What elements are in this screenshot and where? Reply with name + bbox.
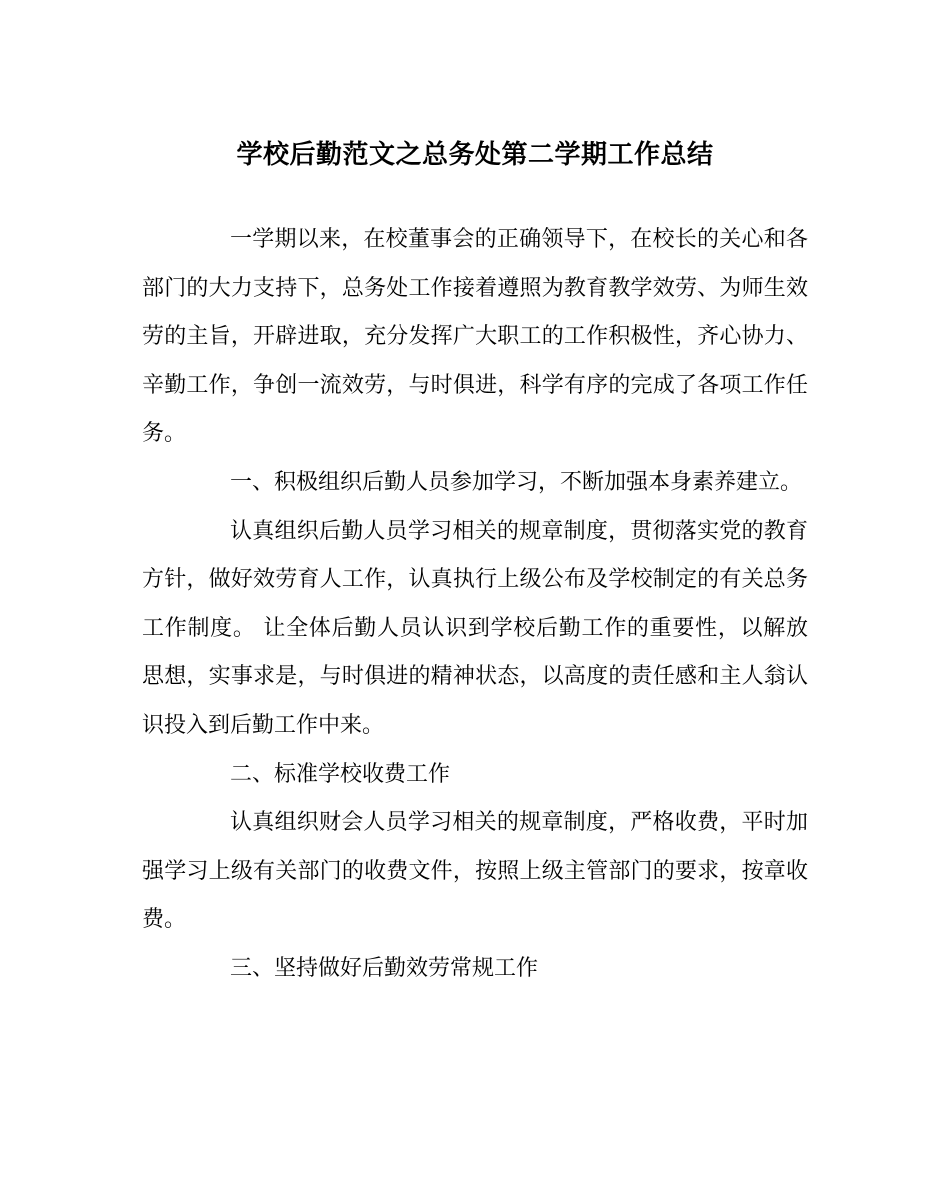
section-heading-2: 二、标准学校收费工作 <box>230 761 451 787</box>
document-title: 学校后勤范文之总务处第二学期工作总结 <box>236 140 714 170</box>
paragraph-section-1: 认真组织后勤人员学习相关的规章制度，贯彻落实党的教育方针，做好效劳育人工作，认真执行上级公布及学校制定的有关总务工作制度。 让全体后勤人员认识到学校后勤工作的重要性，以解放思想，实事求是，与时俱进的精神状态，以高度的责任感和主人翁认识投入到后勤工作中来。 <box>142 518 808 738</box>
section-heading-1: 一、积极组织后勤人员参加学习，不断加强本身素养建立。 <box>230 469 803 495</box>
section-heading-3: 三、坚持做好后勤效劳常规工作 <box>230 955 539 981</box>
paragraph-section-2: 认真组织财会人员学习相关的规章制度，严格收费，平时加强学习上级有关部门的收费文件，按照上级主管部门的要求，按章收费。 <box>142 810 808 933</box>
paragraph-intro: 一学期以来，在校董事会的正确领导下，在校长的关心和各部门的大力支持下，总务处工作接着遵照为教育教学效劳、为师生效劳的主旨，开辟进取，充分发挥广大职工的工作积极性，齐心协力、辛勤工作，争创一流效劳，与时俱进，科学有序的完成了各项工作任务。 <box>142 227 808 447</box>
document-body <box>142 216 808 994</box>
